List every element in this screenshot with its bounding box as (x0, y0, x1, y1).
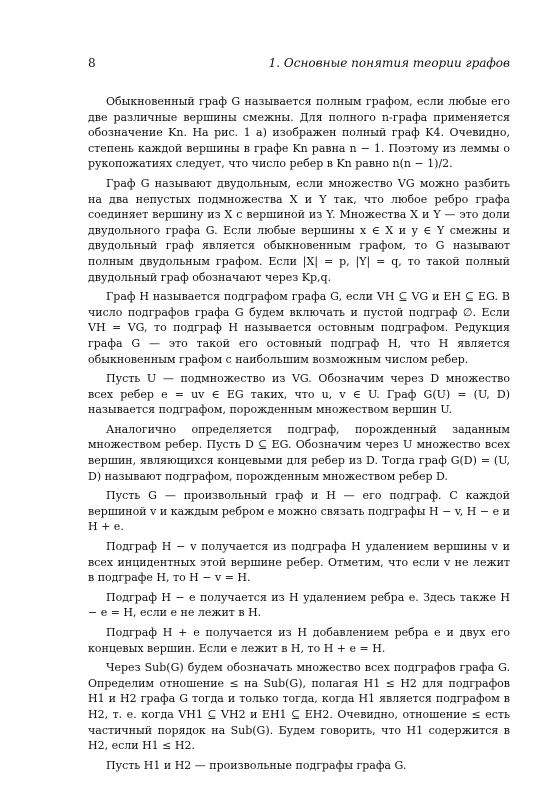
paragraph-arbitrary-subgraphs: Пусть H1 и H2 — произвольные подграфы графа G. (106, 758, 407, 772)
paragraph-edge-addition: Подграф H + e получается из H добавлением ребра e и двух его концевых вершин. Если e лежит в H, то H + e = H. (88, 626, 510, 655)
paragraph-edge-induced-subgraph: Аналогично определяется подграф, порожденный заданным множеством ребер. Пусть D ⊆ EG. Обозначим через U множество всех вершин, являющихся концевыми для ребер из D. Тогда граф G(D) = (U, D) называют подграфом, порожденным множеством ребер D. (88, 422, 510, 483)
paragraph-vertex-deletion: Подграф H − v получается из подграфа H удалением вершины v и всех инцидентных этой вершине ребер. Отметим, что если v не лежит в подграфе H, то H − v = H. (88, 540, 510, 585)
paragraph-subgraph: Граф H называется подграфом графа G, если VH ⊆ VG и EH ⊆ EG. В число подграфов графа G будем включать и пустой подграф ∅. Если VH = VG, то подграф H называется остовным подграфом. Редукция графа G — это такой его остовный подграф H, что H является обыкновенным графом с наибольшим возможным числом ребер. (88, 290, 510, 366)
paragraph-subgraph-operations: Пусть G — произвольный граф и H — его подграф. С каждой вершиной v и каждым ребром e можно связать подграфы H − v, H − e и H + e. (88, 489, 510, 534)
paragraph-edge-deletion: Подграф H − e получается из H удалением ребра e. Здесь также H − e = H, если e не лежит в H. (88, 590, 510, 620)
running-header (88, 56, 510, 72)
chapter-title: 1. Основные понятия теории графов (268, 56, 510, 70)
page-body (88, 94, 510, 777)
paragraph-subgraph-order: Через Sub(G) будем обозначать множество всех подграфов графа G. Определим отношение ≤ на Sub(G), полагая H1 ≤ H2 для подграфов H1 и H2 графа G тогда и только тогда, когда H1 является подграфом в H2, т. е. когда VH1 ⊆ VH2 и EH1 ⊆ EH2. Очевидно, отношение ≤ есть частичный порядок на Sub(G). Будем говорить, что H1 содержится в H2, если H1 ≤ H2. (88, 661, 510, 753)
paragraph-complete-graph: Обыкновенный граф G называется полным графом, если любые его две различные вершины смежны. Для полного n-графа применяется обозначение Kn. На рис. 1 a) изображен полный граф K4. Очевидно, степень каждой вершины в графе Kn равна n − 1. Поэтому из леммы о рукопожатиях следует, что число ребер в Kn равно n(n − 1)/2. (88, 95, 510, 171)
paragraph-bipartite-graph: Граф G называют двудольным, если множество VG можно разбить на два непустых подмножества X и Y так, что любое ребро графа соединяет вершину из X с вершиной из Y. Множества X и Y — это доли двудольного графа G. Если любые вершины x ∈ X и y ∈ Y смежны и двудольный граф является обыкновенным графом, то G называют полным двудольным графом. Если |X| = p, |Y| = q, то такой полный двудольный граф обозначают через Kp,q. (88, 176, 510, 284)
paragraph-vertex-induced-subgraph: Пусть U — подмножество из VG. Обозначим через D множество всех ребер e = uv ∈ EG таких, что u, v ∈ U. Граф G(U) = (U, D) называется подграфом, порожденным множеством вершин U. (88, 372, 510, 417)
page-number: 8 (88, 56, 96, 70)
